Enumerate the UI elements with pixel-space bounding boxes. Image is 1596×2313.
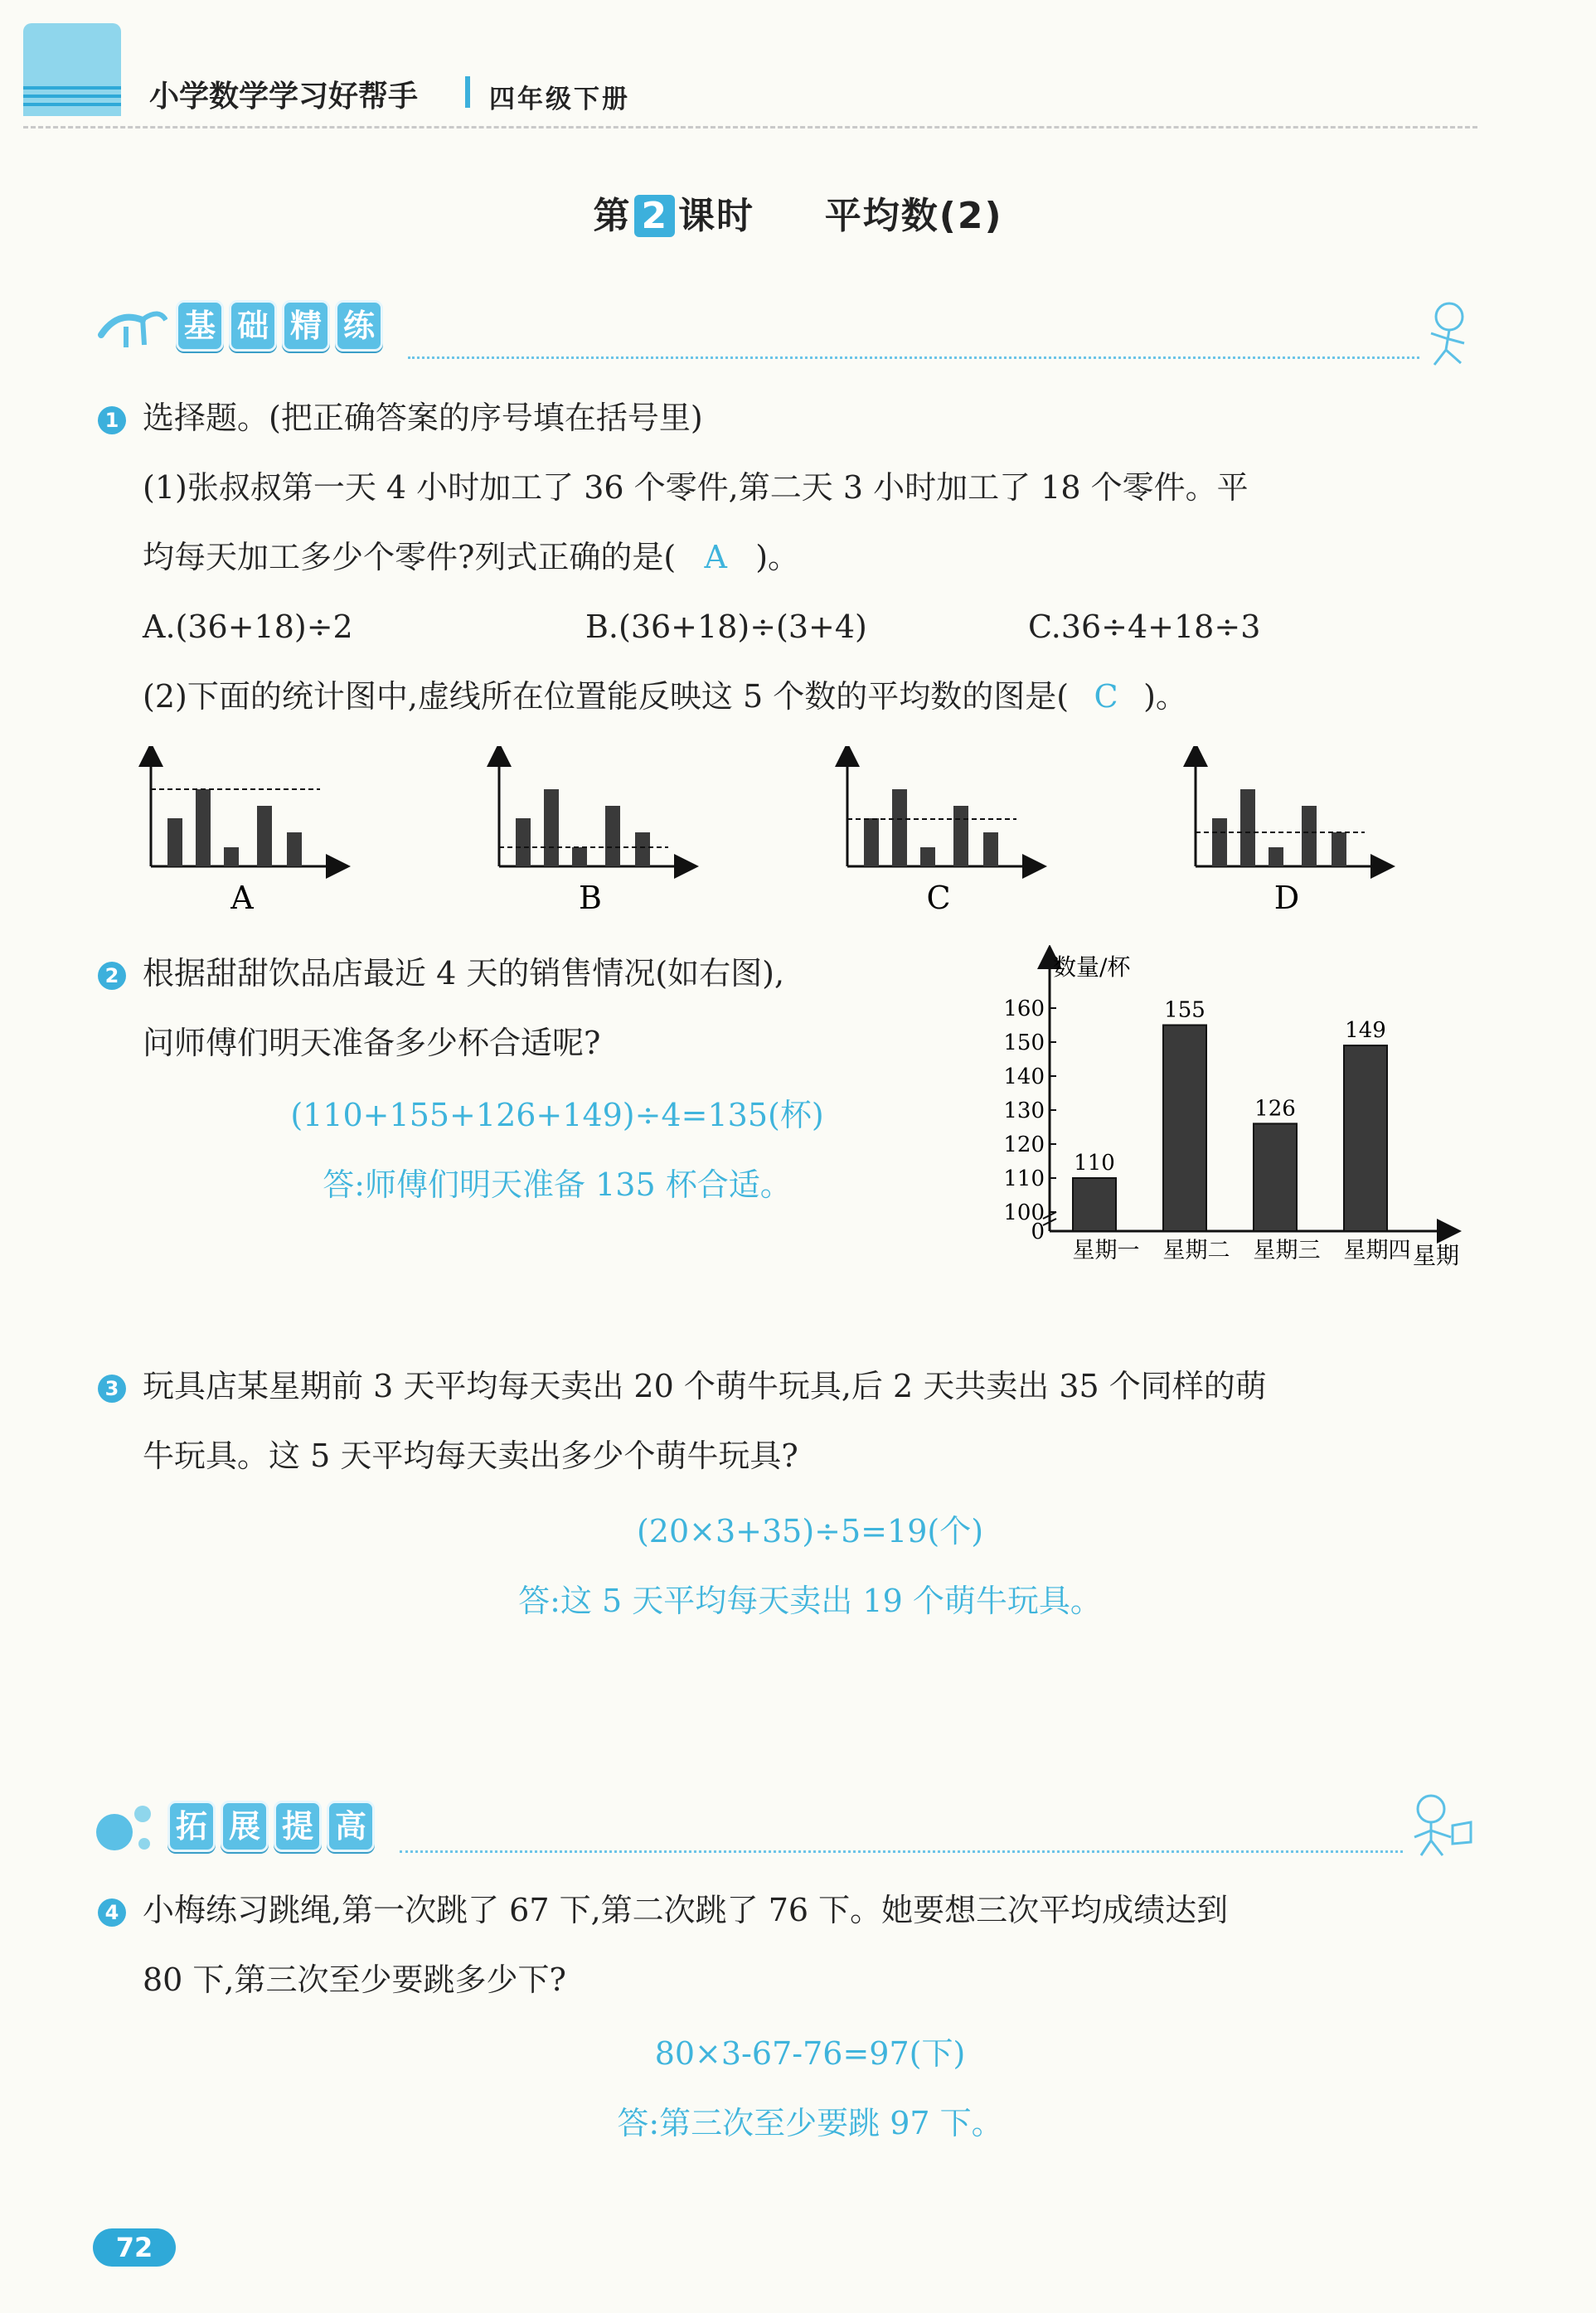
chart-bar [1073, 1178, 1116, 1231]
running-kid-icon [1418, 298, 1476, 370]
section-basic-banner [176, 300, 383, 352]
banner-char: 提 [274, 1801, 322, 1852]
page-number: 72 [93, 2228, 176, 2267]
category-label: 星期二 [1162, 1238, 1230, 1263]
lesson-title [0, 186, 1596, 239]
q3-line1: 玩具店某星期前 3 天平均每天卖出 20 个萌牛玩具,后 2 天共卖出 35 个同样的萌 [143, 1368, 1267, 1404]
q1-stem: 选择题。(把正确答案的序号填在括号里) [143, 400, 703, 436]
chart-bar [1254, 1123, 1297, 1231]
header-stripe [23, 103, 121, 106]
question-number: 3 [98, 1375, 126, 1403]
q1-option-a: A.(36+18)÷2 [143, 609, 353, 645]
bar-value-label: 126 [1254, 1096, 1296, 1122]
y-tick-label: 130 [1003, 1098, 1045, 1123]
banner-char: 高 [327, 1801, 375, 1852]
header-stripe [23, 95, 121, 98]
section-dash-line [400, 1850, 1403, 1853]
q2-answer-formula: (110+155+126+149)÷4=135(杯) [290, 1097, 824, 1133]
header-divider [465, 76, 470, 108]
banner-char: 基 [176, 300, 224, 352]
figure-label-c: C [926, 880, 951, 916]
q2-answer-text: 答:师傅们明天准备 135 杯合适。 [323, 1166, 792, 1203]
header-stripe [23, 86, 121, 90]
q4-line2: 80 下,第三次至少要跳多少下? [143, 1961, 566, 1998]
y-tick-label: 100 [1003, 1200, 1045, 1225]
q2-line1: 根据甜甜饮品店最近 4 天的销售情况(如右图), [143, 955, 785, 992]
chart-bar [1344, 1045, 1387, 1231]
sprout-icon [93, 302, 167, 352]
q1-sub1-line2 [143, 537, 799, 577]
sales-bar-chart [987, 945, 1484, 1277]
y-tick-label: 140 [1003, 1064, 1045, 1089]
chart-bar [1163, 1026, 1206, 1232]
q1-sub2 [143, 676, 1187, 716]
q1-figures [133, 746, 1426, 929]
q1-sub2-close: )。 [1143, 678, 1187, 715]
y-tick-label: 120 [1003, 1132, 1045, 1157]
y-axis-label: 数量/杯 [1053, 953, 1131, 981]
q4-line1: 小梅练习跳绳,第一次跳了 67 下,第二次跳了 76 下。她要想三次平均成绩达到 [143, 1892, 1229, 1928]
q4-answer-text: 答:第三次至少要跳 97 下。 [617, 2105, 1003, 2141]
bar-value-label: 155 [1164, 997, 1205, 1023]
figure-c [847, 754, 1035, 866]
q1-sub1-answer[interactable]: A [704, 539, 727, 575]
figure-b [499, 754, 686, 866]
y-tick-label: 110 [1003, 1166, 1045, 1191]
q1-option-c: C.36÷4+18÷3 [1028, 609, 1261, 645]
section-dash-line [408, 356, 1419, 359]
question-number: 1 [98, 406, 126, 434]
lesson-prefix: 第 [593, 195, 632, 237]
lesson-number: 2 [634, 195, 675, 237]
lesson-topic: 平均数(2) [824, 195, 1003, 237]
category-label: 星期一 [1072, 1238, 1140, 1263]
lesson-suffix: 课时 [678, 195, 755, 237]
header-dash-line [23, 126, 1477, 128]
q1-sub1-close: )。 [755, 539, 800, 575]
figure-label-a: A [230, 880, 254, 916]
banner-char: 精 [282, 300, 330, 352]
q2-line2: 问师傅们明天准备多少杯合适呢? [143, 1025, 601, 1061]
q3-answer-text: 答:这 5 天平均每天卖出 19 个萌牛玩具。 [518, 1583, 1102, 1619]
grade-label: 四年级下册 [489, 85, 630, 114]
q3-line2: 牛玩具。这 5 天平均每天卖出多少个萌牛玩具? [143, 1438, 798, 1474]
q1-option-b: B.(36+18)÷(3+4) [585, 609, 867, 645]
y-tick-label: 150 [1003, 1030, 1045, 1055]
banner-char: 展 [221, 1801, 269, 1852]
figure-label-b: B [579, 880, 602, 916]
q3-answer-formula: (20×3+35)÷5=19(个) [636, 1513, 984, 1549]
y-tick-label: 160 [1003, 996, 1045, 1021]
y-tick-label: 0 [1031, 1220, 1045, 1244]
q1-sub2-text: (2)下面的统计图中,虚线所在位置能反映这 5 个数的平均数的图是( [143, 678, 1070, 715]
reading-kid-icon [1401, 1789, 1476, 1859]
banner-char: 础 [229, 300, 277, 352]
q1-sub1-text: 均每天加工多少个零件?列式正确的是( [143, 539, 677, 575]
section-extend-banner [167, 1801, 375, 1852]
bar-value-label: 149 [1345, 1018, 1386, 1044]
figure-a [151, 754, 338, 866]
figure-label-d: D [1273, 880, 1300, 916]
series-title: 小学数学学习好帮手 [149, 80, 419, 114]
q1-sub1-line1: (1)张叔叔第一天 4 小时加工了 36 个零件,第二天 3 小时加工了 18 个零件。平 [143, 469, 1249, 506]
bubbles-icon [93, 1797, 159, 1855]
bar-value-label: 110 [1074, 1151, 1115, 1176]
banner-char: 拓 [167, 1801, 216, 1852]
question-number: 2 [98, 962, 126, 990]
figure-d [1196, 754, 1383, 866]
question-number: 4 [98, 1898, 126, 1927]
q1-sub2-answer[interactable]: C [1094, 678, 1118, 715]
category-label: 星期三 [1253, 1238, 1321, 1263]
banner-char: 练 [335, 300, 383, 352]
q4-answer-formula: 80×3-67-76=97(下) [654, 2035, 966, 2072]
x-axis-label: 星期 [1413, 1242, 1460, 1269]
category-label: 星期四 [1343, 1238, 1411, 1263]
